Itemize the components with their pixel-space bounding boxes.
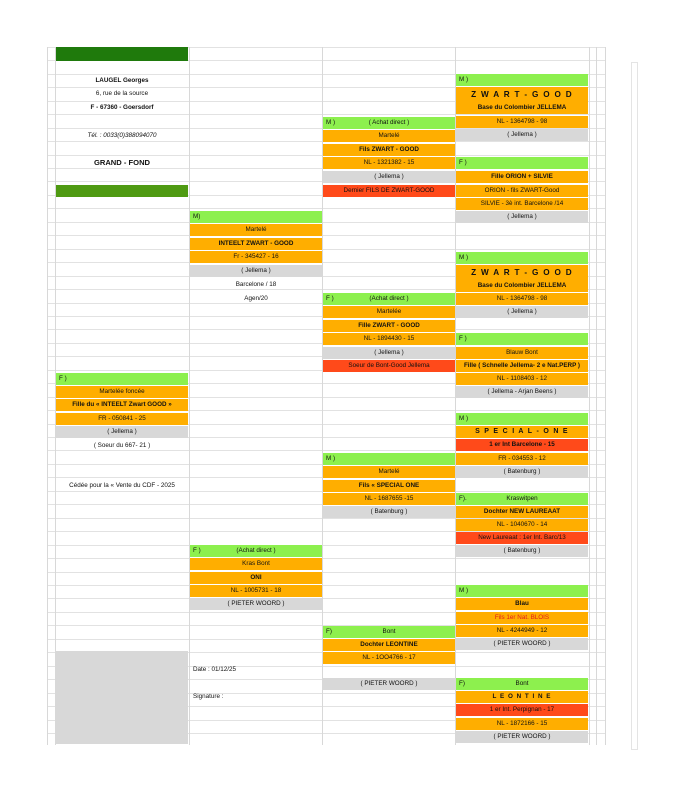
grid-column-line (596, 47, 597, 745)
dd-ring: NL - 1OO4766 - 17 (323, 652, 455, 664)
dsd-perf: New Laureaat : 1er Int. Barc/13 (456, 532, 588, 544)
grid-row-line (47, 249, 605, 250)
dam-origin: (Achat direct ) (236, 547, 276, 554)
owner-street: 6, rue de la source (95, 90, 149, 97)
sdd-name: Fille ( Schnelle Jellema- 2 e Nat.PERP ) (456, 360, 588, 372)
sdd-breeder: ( Jellema - Arjan Beens ) (456, 386, 588, 398)
sds-name: Z W A R T - G O O D (456, 265, 588, 280)
ss-ring: NL - 1321382 - 15 (323, 157, 455, 169)
grid-column-line (189, 47, 190, 745)
grid-column-line (47, 47, 48, 745)
sdd-ring: NL - 1108403 - 12 (456, 373, 588, 385)
dsd-color: Kraswitpen (506, 495, 538, 502)
subject-sex: F ) (56, 373, 188, 385)
dam-breeder: ( PIETER WOORD ) (190, 598, 322, 610)
subject-sale: Cédée pour la « Vente du CDF - 2025 (69, 482, 175, 489)
dsd-ring: NL - 1040670 - 14 (456, 519, 588, 531)
dd-name: Dochter LEONTINE (323, 639, 455, 651)
ds-color: Martelé (323, 466, 455, 478)
ssd-line1: ORION - fils ZWART-Good (456, 185, 588, 197)
loft-name: GRAND - FOND (93, 158, 151, 167)
sds-breeder: ( Jellema ) (456, 306, 588, 318)
ss-name: Fils ZWART - GOOD (323, 144, 455, 156)
sd-color: Martelée (323, 306, 455, 318)
dsd-sex: F). (459, 495, 467, 502)
sds-sub: Base du Colombier JELLEMA (456, 280, 588, 292)
subject-note: ( Soeur du 667- 21 ) (93, 442, 151, 449)
dd-sex: F) (326, 628, 332, 635)
ddd-color: Bont (515, 680, 529, 687)
owner-name: LAUGEL Georges (95, 77, 149, 84)
sss-sex: M ) (456, 74, 588, 86)
sire-perf2: Agen/20 (244, 295, 268, 302)
side-panel-edge (631, 62, 638, 750)
ss-color: Martelé (323, 130, 455, 142)
ssd-line2: SILVIE - 3è int. Barcelone /14 (456, 198, 588, 210)
ss-breeder: ( Jellema ) (323, 171, 455, 183)
ssd-name: Fille ORION + SILVIE (456, 171, 588, 183)
dam-color: Kras Bont (190, 558, 322, 570)
ds-sex: M ) (323, 453, 455, 465)
grid-row-line (47, 235, 605, 236)
grid-column-line (589, 47, 590, 745)
dd-color: Bont (382, 628, 396, 635)
grid-row-line (47, 558, 605, 559)
ddd-sex: F) (459, 680, 465, 687)
ddd-breeder: ( PIETER WOORD ) (456, 731, 588, 743)
ddd-name: L E O N T I N E (456, 691, 588, 703)
ss-origin: ( Achat direct ) (368, 119, 410, 126)
dds-sex: M ) (456, 585, 588, 597)
subject-ring: FR - 050841 - 25 (56, 413, 188, 425)
blank-grey-box-2 (56, 678, 188, 744)
header-bar (56, 47, 188, 61)
date-label: Date : 01/12/25 (193, 666, 237, 673)
signature-label: Signature : (193, 693, 224, 700)
dam-ring: NL - 1005731 - 18 (190, 585, 322, 597)
subject-name: Fille du « INTEELT Zwart GOOD » (56, 399, 188, 411)
dam-sex: F ) (193, 547, 201, 554)
ddd-perf: 1 er Int. Perpignan - 17 (456, 704, 588, 716)
dss-name: S P E C I A L - O N E (456, 426, 588, 438)
ds-ring: NL - 1687655 -15 (323, 493, 455, 505)
ddd-ring: NL - 1872166 - 15 (456, 718, 588, 730)
sd-note: Soeur de Bont-Good Jellema (323, 360, 455, 372)
separator-bar (56, 185, 188, 197)
dds-ring: NL - 4244949 - 12 (456, 625, 588, 637)
dss-perf: 1 er Int Barcelone - 15 (456, 439, 588, 451)
dds-perf: Fils 1er Nat. BLOIS (456, 612, 588, 624)
dd-breeder: ( PIETER WOORD ) (323, 678, 455, 690)
sdd-sex: F ) (456, 333, 588, 345)
sd-origin: (Achat direct ) (369, 295, 409, 302)
ssd-sex: F ) (456, 157, 588, 169)
sss-sub: Base du Colombier JELLEMA (456, 102, 588, 114)
sds-ring: NL - 1364798 - 98 (456, 293, 588, 305)
ssd-breeder: ( Jellema ) (456, 211, 588, 223)
dss-sex: M ) (456, 413, 588, 425)
subject-breeder: ( Jellema ) (56, 426, 188, 438)
dsd-name: Dochter NEW LAUREAAT (456, 506, 588, 518)
sd-sex: F ) (326, 295, 334, 302)
dds-color: Blau (456, 598, 588, 610)
sire-sex: M) (190, 211, 322, 223)
ds-breeder: ( Batenburg ) (323, 506, 455, 518)
ss-note: Dernier FILS DE ZWART-GOOD (323, 185, 455, 197)
sss-name: Z W A R T - G O O D (456, 87, 588, 102)
sire-color: Martelé (190, 224, 322, 236)
subject-color: Martelée foncée (56, 386, 188, 398)
owner-phone: Tél. : 0033(0)388094070 (87, 132, 157, 139)
blank-grey-box (56, 651, 188, 678)
sss-ring: NL - 1364798 - 98 (456, 116, 588, 128)
grid-row-line (47, 114, 605, 115)
ds-name: Fils « SPECIAL ONE (323, 480, 455, 492)
ss-sex: M ) (326, 119, 336, 126)
sss-breeder: ( Jellema ) (456, 129, 588, 141)
grid-column-line (605, 47, 606, 745)
dsd-breeder: ( Batenburg ) (456, 545, 588, 557)
sire-perf1: Barcelone / 18 (235, 281, 277, 288)
sire-ring: Fr - 345427 - 16 (190, 251, 322, 263)
sire-name: INTEELT ZWART - GOOD (190, 238, 322, 250)
sdd-color: Blauw Bont (456, 347, 588, 359)
sds-sex: M ) (456, 252, 588, 264)
grid-row-line (47, 572, 605, 573)
dss-breeder: ( Batenburg ) (456, 466, 588, 478)
dam-name: ONI (190, 572, 322, 584)
sd-name: Fille ZWART - GOOD (323, 320, 455, 332)
dss-ring: FR - 034553 - 12 (456, 453, 588, 465)
sd-breeder: ( Jellema ) (323, 347, 455, 359)
dds-breeder: ( PIETER WOORD ) (456, 638, 588, 650)
sire-breeder: ( Jellema ) (190, 265, 322, 277)
sd-ring: NL - 1894430 - 15 (323, 333, 455, 345)
owner-city: F - 67360 - Goersdorf (90, 104, 154, 111)
